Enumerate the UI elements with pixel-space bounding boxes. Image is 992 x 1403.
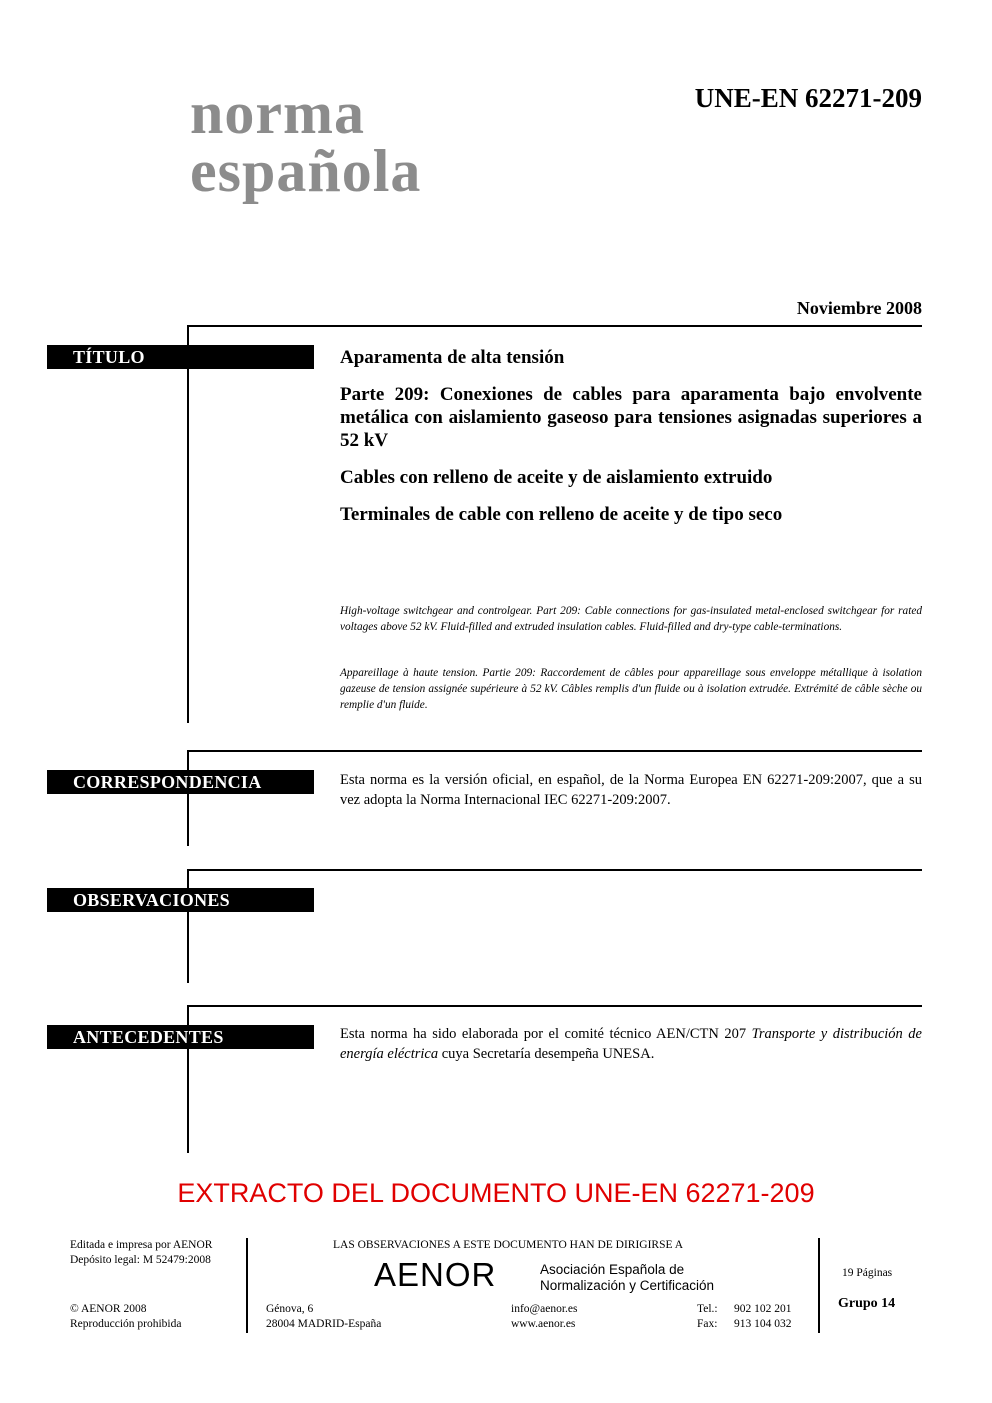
titulo-vertical-rule — [187, 325, 189, 723]
antecedentes-label: ANTECEDENTES — [47, 1025, 314, 1049]
correspondencia-vertical-rule — [187, 750, 189, 846]
footer-tel: 902 102 201 — [734, 1303, 792, 1315]
footer-address-2: 28004 MADRID-España — [266, 1318, 382, 1330]
footer-divider-right — [818, 1238, 820, 1333]
footer-pages: 19 Páginas — [842, 1267, 893, 1279]
correspondencia-label: CORRESPONDENCIA — [47, 770, 314, 794]
extract-notice: EXTRACTO DEL DOCUMENTO UNE-EN 62271-209 — [177, 1178, 815, 1208]
footer-fax-label: Fax: — [697, 1318, 718, 1330]
aenor-subtitle — [540, 1262, 714, 1294]
titulo-label: TÍTULO — [47, 345, 314, 369]
footer-deposit: Depósito legal: M 52479:2008 — [70, 1254, 211, 1266]
footer-tel-label: Tel.: — [697, 1303, 718, 1315]
footer-fax: 913 104 032 — [734, 1318, 792, 1330]
title-line-1: Aparamenta de alta tensión — [340, 347, 565, 368]
brand-line-2: española — [190, 138, 422, 204]
aenor-subtitle-line-2: Normalización y Certificación — [540, 1278, 715, 1293]
antecedentes-top-rule — [187, 1005, 922, 1007]
standard-code: UNE-EN 62271-209 — [694, 83, 922, 113]
aenor-logo: AENOR — [374, 1256, 497, 1293]
footer-email[interactable]: info@aenor.es — [511, 1303, 578, 1315]
footer-reproduction: Reproducción prohibida — [70, 1318, 182, 1330]
title-line-4: Terminales de cable con relleno de aceite y de tipo seco — [340, 504, 783, 525]
footer-divider-left — [246, 1238, 248, 1333]
title-line-2: Parte 209: Conexiones de cables para aparamenta bajo envolvente metálica con aislamiento gaseoso para tensiones asignadas superiores a 52 kV — [340, 384, 922, 451]
title-english: High-voltage switchgear and controlgear. Part 209: Cable connections for gas-insulated metal-enclosed switchgear for rated voltages above 52 kV. Fluid-filled and extruded insulation cables. Fluid-filled and dry-type cable-terminations. — [340, 605, 922, 633]
aenor-subtitle-line-1: Asociación Española de — [540, 1262, 685, 1277]
brand-line-1: norma — [190, 80, 365, 146]
correspondencia-top-rule — [187, 750, 922, 752]
title-line-3: Cables con relleno de aceite y de aislamiento extruido — [340, 467, 773, 488]
antecedentes-committee-name: Transporte y distribución de energía eléctrica — [340, 1026, 922, 1062]
antecedentes-text — [340, 1024, 922, 1064]
footer-website[interactable]: www.aenor.es — [511, 1318, 576, 1330]
footer-observations-header: LAS OBSERVACIONES A ESTE DOCUMENTO HAN DE DIRIGIRSE A — [333, 1239, 684, 1251]
publication-date: Noviembre 2008 — [796, 298, 922, 318]
footer-edited: Editada e impresa por AENOR — [70, 1239, 213, 1251]
footer-copyright: © AENOR 2008 — [70, 1303, 147, 1315]
observaciones-label: OBSERVACIONES — [47, 888, 314, 912]
footer-group: Grupo 14 — [838, 1296, 896, 1311]
antecedentes-text-after: cuya Secretaría desempeña UNESA. — [438, 1046, 655, 1062]
titulo-top-rule — [187, 325, 922, 327]
correspondencia-text: Esta norma es la versión oficial, en español, de la Norma Europea EN 62271-209:2007, que a su vez adopta la Norma Internacional IEC 62271-209:2007. — [340, 772, 922, 808]
observaciones-top-rule — [187, 869, 922, 871]
observaciones-vertical-rule — [187, 869, 189, 983]
footer-address-1: Génova, 6 — [266, 1303, 314, 1315]
title-block — [340, 346, 922, 540]
title-french: Appareillage à haute tension. Partie 209: Raccordement de câbles pour appareillage sous enveloppe métallique à isolation gazeuse de tension assignée supérieure à 52 kV. Câbles remplis d'un fluide ou à isolation extrudée. Extrémité de câble sèche ou remplie d'un fluide. — [340, 667, 922, 711]
brand-title — [190, 80, 422, 204]
antecedentes-text-before: Esta norma ha sido elaborada por el comité técnico AEN/CTN 207 — [340, 1026, 752, 1042]
